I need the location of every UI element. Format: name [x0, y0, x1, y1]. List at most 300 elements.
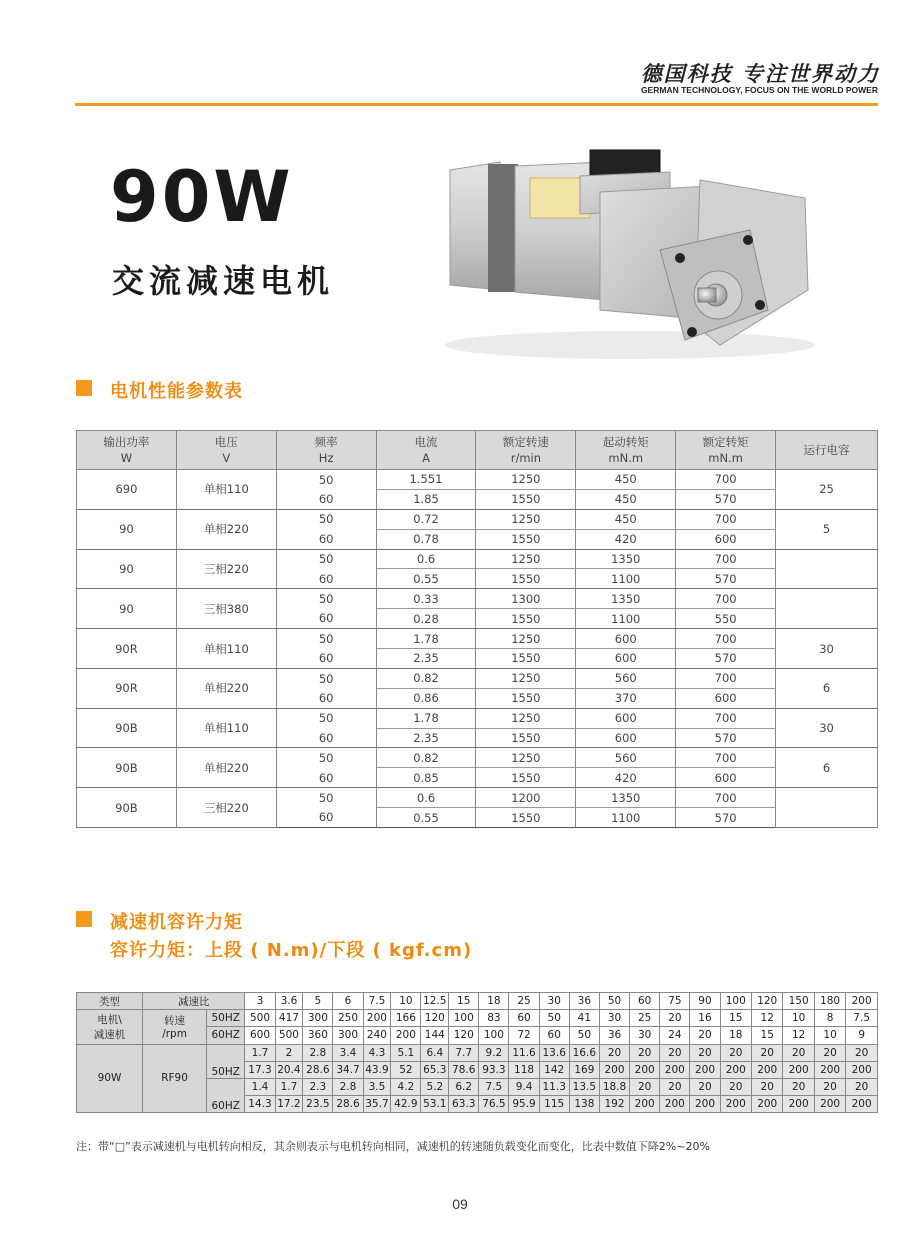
value-cell: 1250 — [476, 509, 576, 529]
table-row — [77, 788, 878, 808]
voltage-cell: 单相220 — [176, 748, 276, 788]
speed-cell: 7.5 — [846, 1010, 878, 1027]
frequency-cell: 50 — [276, 589, 376, 609]
speed-cell: 120 — [449, 1027, 479, 1044]
torque-cell: 23.5 — [303, 1096, 333, 1113]
value-cell: 1100 — [576, 569, 676, 589]
speed-cell: 144 — [421, 1027, 449, 1044]
reducer-cell: RF90 — [143, 1044, 207, 1113]
value-cell: 700 — [676, 509, 776, 529]
value-cell: 1100 — [576, 808, 676, 828]
value-cell: 600 — [676, 688, 776, 708]
value-cell: 420 — [576, 768, 676, 788]
torque-cell: 200 — [630, 1061, 660, 1078]
hz-label: 50HZ — [207, 1044, 245, 1078]
table-row — [77, 629, 878, 649]
torque-cell: 115 — [539, 1096, 569, 1113]
capacitor-cell: 25 — [776, 470, 878, 510]
torque-cell: 1.7 — [245, 1044, 275, 1061]
speed-cell: 360 — [303, 1027, 333, 1044]
ratio-cell: 50 — [599, 993, 629, 1010]
value-cell: 2.35 — [376, 728, 476, 748]
torque-cell: 53.1 — [421, 1096, 449, 1113]
value-cell: 560 — [576, 748, 676, 768]
ratio-cell: 18 — [479, 993, 509, 1010]
torque-cell: 20 — [783, 1078, 814, 1095]
frequency-cell: 50 — [276, 708, 376, 728]
section-marker — [76, 911, 92, 927]
value-cell: 0.28 — [376, 609, 476, 629]
frequency-cell: 50 — [276, 470, 376, 490]
value-cell: 0.55 — [376, 569, 476, 589]
ratio-cell: 3.6 — [275, 993, 303, 1010]
torque-cell: 20 — [660, 1044, 690, 1061]
value-cell: 0.86 — [376, 688, 476, 708]
header-divider — [75, 103, 878, 106]
performance-table-title: 电机性能参数表 — [110, 381, 243, 402]
torque-cell: 20 — [814, 1078, 845, 1095]
speed-cell: 24 — [660, 1027, 690, 1044]
torque-cell: 16.6 — [569, 1044, 599, 1061]
value-cell: 1350 — [576, 549, 676, 569]
speed-cell: 100 — [449, 1010, 479, 1027]
frequency-cell: 60 — [276, 529, 376, 549]
capacitor-cell — [776, 788, 878, 828]
value-cell: 1550 — [476, 489, 576, 509]
value-cell: 0.85 — [376, 768, 476, 788]
speed-cell: 166 — [391, 1010, 421, 1027]
value-cell: 700 — [676, 708, 776, 728]
speed-cell: 20 — [690, 1027, 720, 1044]
torque-cell: 20 — [690, 1078, 720, 1095]
speed-cell: 100 — [479, 1027, 509, 1044]
speed-cell: 83 — [479, 1010, 509, 1027]
torque-cell: 200 — [846, 1061, 878, 1078]
frequency-cell: 60 — [276, 688, 376, 708]
frequency-cell: 60 — [276, 489, 376, 509]
value-cell: 600 — [576, 649, 676, 669]
torque-cell: 200 — [752, 1061, 783, 1078]
torque-cell: 20 — [814, 1044, 845, 1061]
torque-cell: 5.1 — [391, 1044, 421, 1061]
page-number: 09 — [452, 1196, 468, 1212]
torque-cell: 35.7 — [363, 1096, 391, 1113]
value-cell: 560 — [576, 668, 676, 688]
speed-cell: 300 — [303, 1010, 333, 1027]
torque-cell: 138 — [569, 1096, 599, 1113]
value-cell: 570 — [676, 649, 776, 669]
torque-cell: 169 — [569, 1061, 599, 1078]
value-cell: 0.55 — [376, 808, 476, 828]
frequency-cell: 50 — [276, 668, 376, 688]
value-cell: 1250 — [476, 629, 576, 649]
speed-cell: 120 — [421, 1010, 449, 1027]
table-row — [77, 1010, 878, 1027]
ratio-cell: 5 — [303, 993, 333, 1010]
ratio-label: 减速比 — [143, 993, 245, 1010]
speed-cell: 250 — [333, 1010, 363, 1027]
torque-cell: 43.9 — [363, 1061, 391, 1078]
hz-label: 60HZ — [207, 1078, 245, 1112]
torque-cell: 2 — [275, 1044, 303, 1061]
speed-cell: 50 — [539, 1010, 569, 1027]
frequency-cell: 50 — [276, 629, 376, 649]
motor-performance-table — [76, 430, 878, 828]
value-cell: 0.72 — [376, 509, 476, 529]
torque-cell: 95.9 — [509, 1096, 539, 1113]
torque-cell: 76.5 — [479, 1096, 509, 1113]
voltage-cell: 单相220 — [176, 668, 276, 708]
power-cell: 90B — [77, 788, 177, 828]
torque-cell: 7.7 — [449, 1044, 479, 1061]
ratio-cell: 30 — [539, 993, 569, 1010]
value-cell: 1300 — [476, 589, 576, 609]
torque-cell: 20 — [720, 1078, 751, 1095]
capacitor-cell — [776, 549, 878, 589]
voltage-cell: 三相380 — [176, 589, 276, 629]
power-cell: 90B — [77, 748, 177, 788]
speed-cell: 18 — [720, 1027, 751, 1044]
table-row — [77, 1044, 878, 1061]
value-cell: 1250 — [476, 668, 576, 688]
torque-cell: 5.2 — [421, 1078, 449, 1095]
torque-cell: 200 — [660, 1061, 690, 1078]
frequency-cell: 50 — [276, 788, 376, 808]
ratio-cell: 3 — [245, 993, 275, 1010]
brand-slogan-en: GERMAN TECHNOLOGY, FOCUS ON THE WORLD POWER — [640, 85, 878, 95]
value-cell: 0.33 — [376, 589, 476, 609]
torque-cell: 52 — [391, 1061, 421, 1078]
torque-cell: 9.2 — [479, 1044, 509, 1061]
frequency-cell: 50 — [276, 748, 376, 768]
power-cell: 90B — [77, 708, 177, 748]
value-cell: 600 — [576, 728, 676, 748]
ratio-cell: 120 — [752, 993, 783, 1010]
table-row — [77, 708, 878, 728]
value-cell: 1350 — [576, 589, 676, 609]
table-row — [77, 470, 878, 490]
torque-cell: 20 — [783, 1044, 814, 1061]
torque-cell: 4.2 — [391, 1078, 421, 1095]
ratio-cell: 36 — [569, 993, 599, 1010]
ratio-cell: 6 — [333, 993, 363, 1010]
torque-cell: 118 — [509, 1061, 539, 1078]
speed-cell: 12 — [783, 1027, 814, 1044]
column-header: 频率 Hz — [276, 431, 376, 470]
ratio-cell: 150 — [783, 993, 814, 1010]
torque-cell: 17.2 — [275, 1096, 303, 1113]
torque-cell: 78.6 — [449, 1061, 479, 1078]
speed-cell: 600 — [245, 1027, 275, 1044]
speed-cell: 15 — [720, 1010, 751, 1027]
gear-motor-image — [430, 140, 820, 370]
type-label: 类型 — [77, 993, 143, 1010]
value-cell: 700 — [676, 668, 776, 688]
torque-cell: 93.3 — [479, 1061, 509, 1078]
capacitor-cell: 30 — [776, 629, 878, 669]
value-cell: 450 — [576, 470, 676, 490]
torque-cell: 20 — [630, 1078, 660, 1095]
value-cell: 570 — [676, 808, 776, 828]
speed-cell: 30 — [599, 1010, 629, 1027]
value-cell: 600 — [676, 529, 776, 549]
value-cell: 700 — [676, 748, 776, 768]
speed-cell: 240 — [363, 1027, 391, 1044]
value-cell: 700 — [676, 629, 776, 649]
torque-cell: 17.3 — [245, 1061, 275, 1078]
capacitor-cell: 6 — [776, 668, 878, 708]
value-cell: 1550 — [476, 768, 576, 788]
torque-cell: 200 — [783, 1061, 814, 1078]
value-cell: 570 — [676, 489, 776, 509]
speed-cell: 41 — [569, 1010, 599, 1027]
torque-cell: 2.3 — [303, 1078, 333, 1095]
product-name: 交流减速电机 — [112, 262, 335, 300]
ratio-cell: 12.5 — [421, 993, 449, 1010]
ratio-cell: 25 — [509, 993, 539, 1010]
speed-cell: 200 — [363, 1010, 391, 1027]
capacitor-cell: 5 — [776, 509, 878, 549]
value-cell: 1.85 — [376, 489, 476, 509]
voltage-cell: 三相220 — [176, 549, 276, 589]
torque-cell: 2.8 — [333, 1078, 363, 1095]
frequency-cell: 50 — [276, 549, 376, 569]
torque-cell: 20 — [752, 1078, 783, 1095]
value-cell: 1.551 — [376, 470, 476, 490]
torque-cell: 20 — [660, 1078, 690, 1095]
value-cell: 1550 — [476, 728, 576, 748]
torque-cell: 200 — [690, 1061, 720, 1078]
value-cell: 700 — [676, 589, 776, 609]
speed-cell: 417 — [275, 1010, 303, 1027]
ratio-cell: 75 — [660, 993, 690, 1010]
torque-table-title: 减速机容许力矩 — [110, 912, 243, 933]
speed-cell: 8 — [814, 1010, 845, 1027]
torque-cell: 200 — [690, 1096, 720, 1113]
hz-label: 60HZ — [207, 1027, 245, 1044]
value-cell: 0.82 — [376, 668, 476, 688]
ratio-cell: 90 — [690, 993, 720, 1010]
voltage-cell: 单相110 — [176, 708, 276, 748]
table-row — [77, 993, 878, 1010]
frequency-cell: 60 — [276, 649, 376, 669]
column-header: 运行电容 — [776, 431, 878, 470]
torque-cell: 6.2 — [449, 1078, 479, 1095]
torque-cell: 13.5 — [569, 1078, 599, 1095]
value-cell: 420 — [576, 529, 676, 549]
column-header: 额定转速 r/min — [476, 431, 576, 470]
torque-cell: 20 — [690, 1044, 720, 1061]
torque-cell: 20 — [752, 1044, 783, 1061]
value-cell: 1550 — [476, 688, 576, 708]
value-cell: 1250 — [476, 708, 576, 728]
section-marker — [76, 380, 92, 396]
table-row — [77, 549, 878, 569]
capacitor-cell: 6 — [776, 748, 878, 788]
torque-cell: 200 — [846, 1096, 878, 1113]
footnote: 注：带“□”表示减速机与电机转向相反，其余则表示与电机转向相同，减速机的转速随负载变化而变化，比表中数值下降2%~20% — [76, 1140, 710, 1153]
motor-reducer-label: 电机\ 减速机 — [77, 1010, 143, 1044]
value-cell: 700 — [676, 788, 776, 808]
value-cell: 0.6 — [376, 788, 476, 808]
torque-cell: 2.8 — [303, 1044, 333, 1061]
value-cell: 1550 — [476, 529, 576, 549]
speed-cell: 200 — [391, 1027, 421, 1044]
torque-cell: 200 — [630, 1096, 660, 1113]
torque-cell: 20 — [846, 1044, 878, 1061]
frequency-cell: 60 — [276, 569, 376, 589]
ratio-cell: 60 — [630, 993, 660, 1010]
torque-cell: 192 — [599, 1096, 629, 1113]
torque-cell: 1.4 — [245, 1078, 275, 1095]
value-cell: 600 — [576, 629, 676, 649]
frequency-cell: 60 — [276, 768, 376, 788]
value-cell: 700 — [676, 470, 776, 490]
value-cell: 1250 — [476, 470, 576, 490]
table-row — [77, 668, 878, 688]
value-cell: 550 — [676, 609, 776, 629]
column-header: 起动转矩 mN.m — [576, 431, 676, 470]
model-title: 90W — [110, 156, 294, 238]
value-cell: 600 — [676, 768, 776, 788]
voltage-cell: 三相220 — [176, 788, 276, 828]
value-cell: 450 — [576, 509, 676, 529]
torque-cell: 200 — [783, 1096, 814, 1113]
torque-cell: 63.3 — [449, 1096, 479, 1113]
value-cell: 2.35 — [376, 649, 476, 669]
speed-cell: 72 — [509, 1027, 539, 1044]
column-header: 电流 A — [376, 431, 476, 470]
speed-cell: 25 — [630, 1010, 660, 1027]
speed-cell: 10 — [783, 1010, 814, 1027]
value-cell: 570 — [676, 728, 776, 748]
torque-cell: 200 — [814, 1096, 845, 1113]
value-cell: 570 — [676, 569, 776, 589]
value-cell: 1250 — [476, 748, 576, 768]
torque-cell: 200 — [720, 1096, 751, 1113]
frequency-cell: 50 — [276, 509, 376, 529]
value-cell: 1250 — [476, 549, 576, 569]
power-cell: 90R — [77, 629, 177, 669]
value-cell: 1550 — [476, 649, 576, 669]
torque-cell: 20 — [720, 1044, 751, 1061]
voltage-cell: 单相110 — [176, 470, 276, 510]
value-cell: 1.78 — [376, 708, 476, 728]
speed-cell: 12 — [752, 1010, 783, 1027]
value-cell: 1200 — [476, 788, 576, 808]
value-cell: 1550 — [476, 808, 576, 828]
value-cell: 0.82 — [376, 748, 476, 768]
torque-cell: 200 — [814, 1061, 845, 1078]
value-cell: 0.6 — [376, 549, 476, 569]
speed-cell: 16 — [690, 1010, 720, 1027]
torque-cell: 200 — [720, 1061, 751, 1078]
torque-cell: 20 — [630, 1044, 660, 1061]
torque-cell: 65.3 — [421, 1061, 449, 1078]
value-cell: 0.78 — [376, 529, 476, 549]
torque-cell: 7.5 — [479, 1078, 509, 1095]
reducer-torque-table — [76, 992, 878, 1113]
speed-cell: 10 — [814, 1027, 845, 1044]
value-cell: 600 — [576, 708, 676, 728]
column-header: 输出功率 W — [77, 431, 177, 470]
speed-cell: 60 — [539, 1027, 569, 1044]
torque-table-subtitle: 容许力矩：上段 ( N.m)/下段 ( kgf.cm) — [110, 940, 473, 961]
torque-cell: 6.4 — [421, 1044, 449, 1061]
frequency-cell: 60 — [276, 609, 376, 629]
value-cell: 1550 — [476, 569, 576, 589]
torque-cell: 28.6 — [303, 1061, 333, 1078]
power-cell: 690 — [77, 470, 177, 510]
speed-cell: 50 — [569, 1027, 599, 1044]
table-row — [77, 509, 878, 529]
torque-cell: 11.3 — [539, 1078, 569, 1095]
voltage-cell: 单相110 — [176, 629, 276, 669]
speed-cell: 500 — [245, 1010, 275, 1027]
value-cell: 450 — [576, 489, 676, 509]
ratio-cell: 100 — [720, 993, 751, 1010]
ratio-cell: 180 — [814, 993, 845, 1010]
value-cell: 370 — [576, 688, 676, 708]
brand-slogan-cn: 德国科技 专注世界动力 — [640, 61, 880, 86]
ratio-cell: 7.5 — [363, 993, 391, 1010]
torque-cell: 1.7 — [275, 1078, 303, 1095]
power-cell: 90R — [77, 668, 177, 708]
voltage-cell: 单相220 — [176, 509, 276, 549]
frequency-cell: 60 — [276, 728, 376, 748]
capacitor-cell — [776, 589, 878, 629]
model-cell: 90W — [77, 1044, 143, 1113]
frequency-cell: 60 — [276, 808, 376, 828]
value-cell: 700 — [676, 549, 776, 569]
torque-cell: 20 — [846, 1078, 878, 1095]
torque-cell: 20 — [599, 1044, 629, 1061]
torque-cell: 18.8 — [599, 1078, 629, 1095]
torque-cell: 200 — [599, 1061, 629, 1078]
speed-cell: 300 — [333, 1027, 363, 1044]
value-cell: 1.78 — [376, 629, 476, 649]
column-header: 电压 V — [176, 431, 276, 470]
speed-label: 转速 /rpm — [143, 1010, 207, 1044]
hz-label: 50HZ — [207, 1010, 245, 1027]
torque-cell: 20.4 — [275, 1061, 303, 1078]
power-cell: 90 — [77, 509, 177, 549]
table-row — [77, 589, 878, 609]
ratio-cell: 200 — [846, 993, 878, 1010]
speed-cell: 30 — [630, 1027, 660, 1044]
torque-cell: 28.6 — [333, 1096, 363, 1113]
torque-cell: 200 — [752, 1096, 783, 1113]
torque-cell: 9.4 — [509, 1078, 539, 1095]
capacitor-cell: 30 — [776, 708, 878, 748]
value-cell: 1350 — [576, 788, 676, 808]
table-row — [77, 748, 878, 768]
speed-cell: 15 — [752, 1027, 783, 1044]
speed-cell: 9 — [846, 1027, 878, 1044]
power-cell: 90 — [77, 589, 177, 629]
torque-cell: 200 — [660, 1096, 690, 1113]
torque-cell: 142 — [539, 1061, 569, 1078]
torque-cell: 42.9 — [391, 1096, 421, 1113]
value-cell: 1100 — [576, 609, 676, 629]
speed-cell: 500 — [275, 1027, 303, 1044]
torque-cell: 11.6 — [509, 1044, 539, 1061]
torque-cell: 13.6 — [539, 1044, 569, 1061]
ratio-cell: 15 — [449, 993, 479, 1010]
torque-cell: 3.5 — [363, 1078, 391, 1095]
torque-cell: 34.7 — [333, 1061, 363, 1078]
power-cell: 90 — [77, 549, 177, 589]
